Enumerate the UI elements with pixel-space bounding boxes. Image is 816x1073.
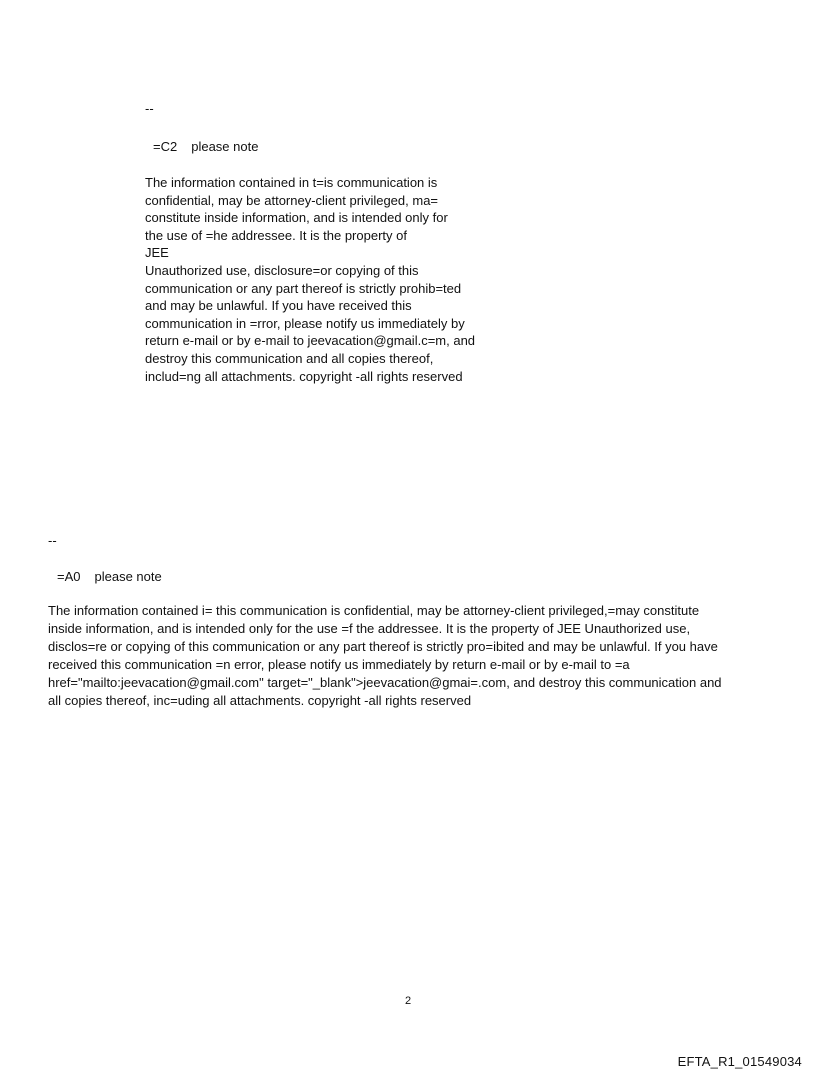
paragraph-line: The information contained in t=is communication is bbox=[145, 175, 438, 190]
bates-number: EFTA_R1_01549034 bbox=[677, 1054, 802, 1069]
paragraph-line: communication in =rror, please notify us immediately by bbox=[145, 315, 465, 331]
paragraph-line: destroy this communication and all copies thereof, bbox=[145, 350, 434, 366]
paragraph-line: href="mailto:jeevacation@gmail.com" target="_blank">jeevacation@gmai=.com, and destroy this communication and bbox=[48, 675, 722, 690]
paragraph-line: inside information, and is intended only for the use =f the addressee. It is the property of JEE Unauthorized use, bbox=[48, 621, 691, 636]
paragraph-line: and may be unlawful. If you have received this bbox=[145, 298, 412, 314]
paragraph-line: confidential, may be attorney-client privileged, ma= bbox=[145, 192, 439, 208]
second-note-heading bbox=[57, 568, 162, 586]
paragraph-line: Unauthorized use, disclosure=or copying of this bbox=[145, 262, 419, 278]
paragraph-line: the use of =he addressee. It is the property of bbox=[145, 227, 407, 243]
paragraph-line: communication or any part thereof is strictly prohib=ted bbox=[145, 280, 462, 296]
paragraph-line: includ=ng all attachments. copyright -all rights reserved bbox=[145, 368, 463, 384]
second-disclaimer-paragraph bbox=[48, 602, 773, 710]
paragraph-line: constitute inside information, and is intended only for bbox=[145, 210, 448, 226]
second-note-prefix: =A0 bbox=[57, 569, 81, 584]
paragraph-line: disclos=re or copying of this communication or any part thereof is strictly pro=ibited and may be unlawful. If you have bbox=[48, 639, 718, 654]
paragraph-line: The information contained i= this communication is confidential, may be attorney-client privileged,=may constitute bbox=[48, 603, 700, 618]
first-separator: -- bbox=[145, 101, 154, 116]
page-number: 2 bbox=[404, 995, 412, 1007]
second-note-label: please note bbox=[94, 569, 162, 584]
paragraph-line: all copies thereof, inc=uding all attachments. copyright -all rights reserved bbox=[48, 693, 472, 708]
first-note-prefix: =C2 bbox=[153, 139, 178, 154]
first-note-label: please note bbox=[191, 139, 259, 154]
paragraph-line: JEE bbox=[145, 245, 169, 261]
first-disclaimer-paragraph bbox=[145, 174, 505, 385]
second-separator: -- bbox=[48, 533, 57, 548]
first-note-heading bbox=[153, 138, 258, 156]
paragraph-line: return e-mail or by e-mail to jeevacation@gmail.c=m, and bbox=[145, 333, 476, 349]
paragraph-line: received this communication =n error, please notify us immediately by return e-mail or by e-mail to =a bbox=[48, 657, 630, 672]
